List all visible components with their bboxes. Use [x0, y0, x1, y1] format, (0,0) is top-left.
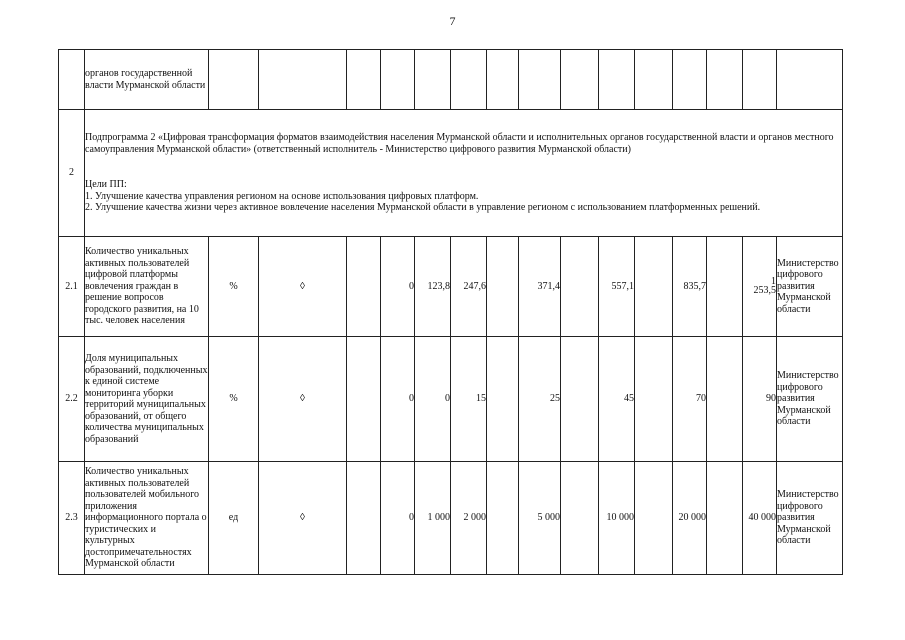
value-year-5: 70 — [673, 337, 707, 462]
value-year-6-top: 1 — [771, 275, 776, 287]
value-year-6: 90 — [743, 337, 777, 462]
responsible-cell: Министерство цифрового развития Мурманской области — [777, 337, 843, 462]
unit-cell: % — [209, 337, 259, 462]
base-value: 0 — [381, 462, 415, 575]
goal-1: 1. Улучшение качества управления регионом на основе использования цифровых платформ. — [85, 190, 479, 202]
value-year-2: 2 000 — [451, 462, 487, 575]
unit-cell: % — [209, 237, 259, 337]
diamond-icon: ◊ — [259, 237, 347, 337]
subprogram-title: Подпрограмма 2 «Цифровая трансформация форматов взаимодействия населения Мурманской области и исполнительных органов государственной власти и органов местного самоуправления Мурманской области» (ответственный исполнитель - Министерство цифрового развития Мурманской области) — [85, 132, 834, 155]
value-year-4: 45 — [599, 337, 635, 462]
base-value: 0 — [381, 337, 415, 462]
indicator-name: Доля муниципальных образований, подключенных к единой системе мониторинга уборки территорий муниципальных образований, от общего количества муниципальных образований — [85, 337, 209, 462]
table-row — [59, 337, 843, 462]
value-year-3: 25 — [519, 337, 561, 462]
value-year-4: 10 000 — [599, 462, 635, 575]
value-year-6 — [743, 237, 777, 337]
table-row — [59, 462, 843, 575]
row-number: 2.3 — [59, 462, 85, 575]
diamond-icon: ◊ — [259, 337, 347, 462]
value-year-4: 557,1 — [599, 237, 635, 337]
value-year-2: 15 — [451, 337, 487, 462]
table-row-subprogram — [59, 110, 843, 237]
row-number: 2.2 — [59, 337, 85, 462]
value-year-1: 0 — [415, 337, 451, 462]
value-year-5: 835,7 — [673, 237, 707, 337]
base-value: 0 — [381, 237, 415, 337]
page-number: 7 — [449, 14, 456, 28]
value-year-6-bottom: 253,5 — [753, 284, 776, 296]
diamond-icon: ◊ — [259, 462, 347, 575]
indicator-name: органов государственной власти Мурманской области — [85, 50, 209, 110]
table-row — [59, 237, 843, 337]
responsible-cell: Министерство цифрового развития Мурманской области — [777, 462, 843, 575]
row-number: 2.1 — [59, 237, 85, 337]
value-year-3: 371,4 — [519, 237, 561, 337]
value-year-1: 123,8 — [415, 237, 451, 337]
goal-2: 2. Улучшение качества жизни через активное вовлечение населения Мурманской области в управление регионом с использованием платформенных решений. — [85, 202, 761, 214]
responsible-cell: Министерство цифрового развития Мурманской области — [777, 237, 843, 337]
goals-title: Цели ПП: — [85, 179, 127, 191]
value-year-1: 1 000 — [415, 462, 451, 575]
value-year-2: 247,6 — [451, 237, 487, 337]
subprogram-cell — [85, 110, 843, 237]
unit-cell: ед — [209, 462, 259, 575]
row-number: 2 — [59, 110, 85, 237]
indicators-table — [58, 49, 843, 575]
value-year-3: 5 000 — [519, 462, 561, 575]
indicator-name: Количество уникальных активных пользователей пользователей мобильного приложения информационного портала о туристических и культурных достопримечательностях Мурманской области — [85, 462, 209, 575]
value-year-5: 20 000 — [673, 462, 707, 575]
table-row-continuation — [59, 50, 843, 110]
value-year-6: 40 000 — [743, 462, 777, 575]
indicator-name: Количество уникальных активных пользователей цифровой платформы вовлечения граждан в решение вопросов городского развития, на 10 тыс. человек населения — [85, 237, 209, 337]
